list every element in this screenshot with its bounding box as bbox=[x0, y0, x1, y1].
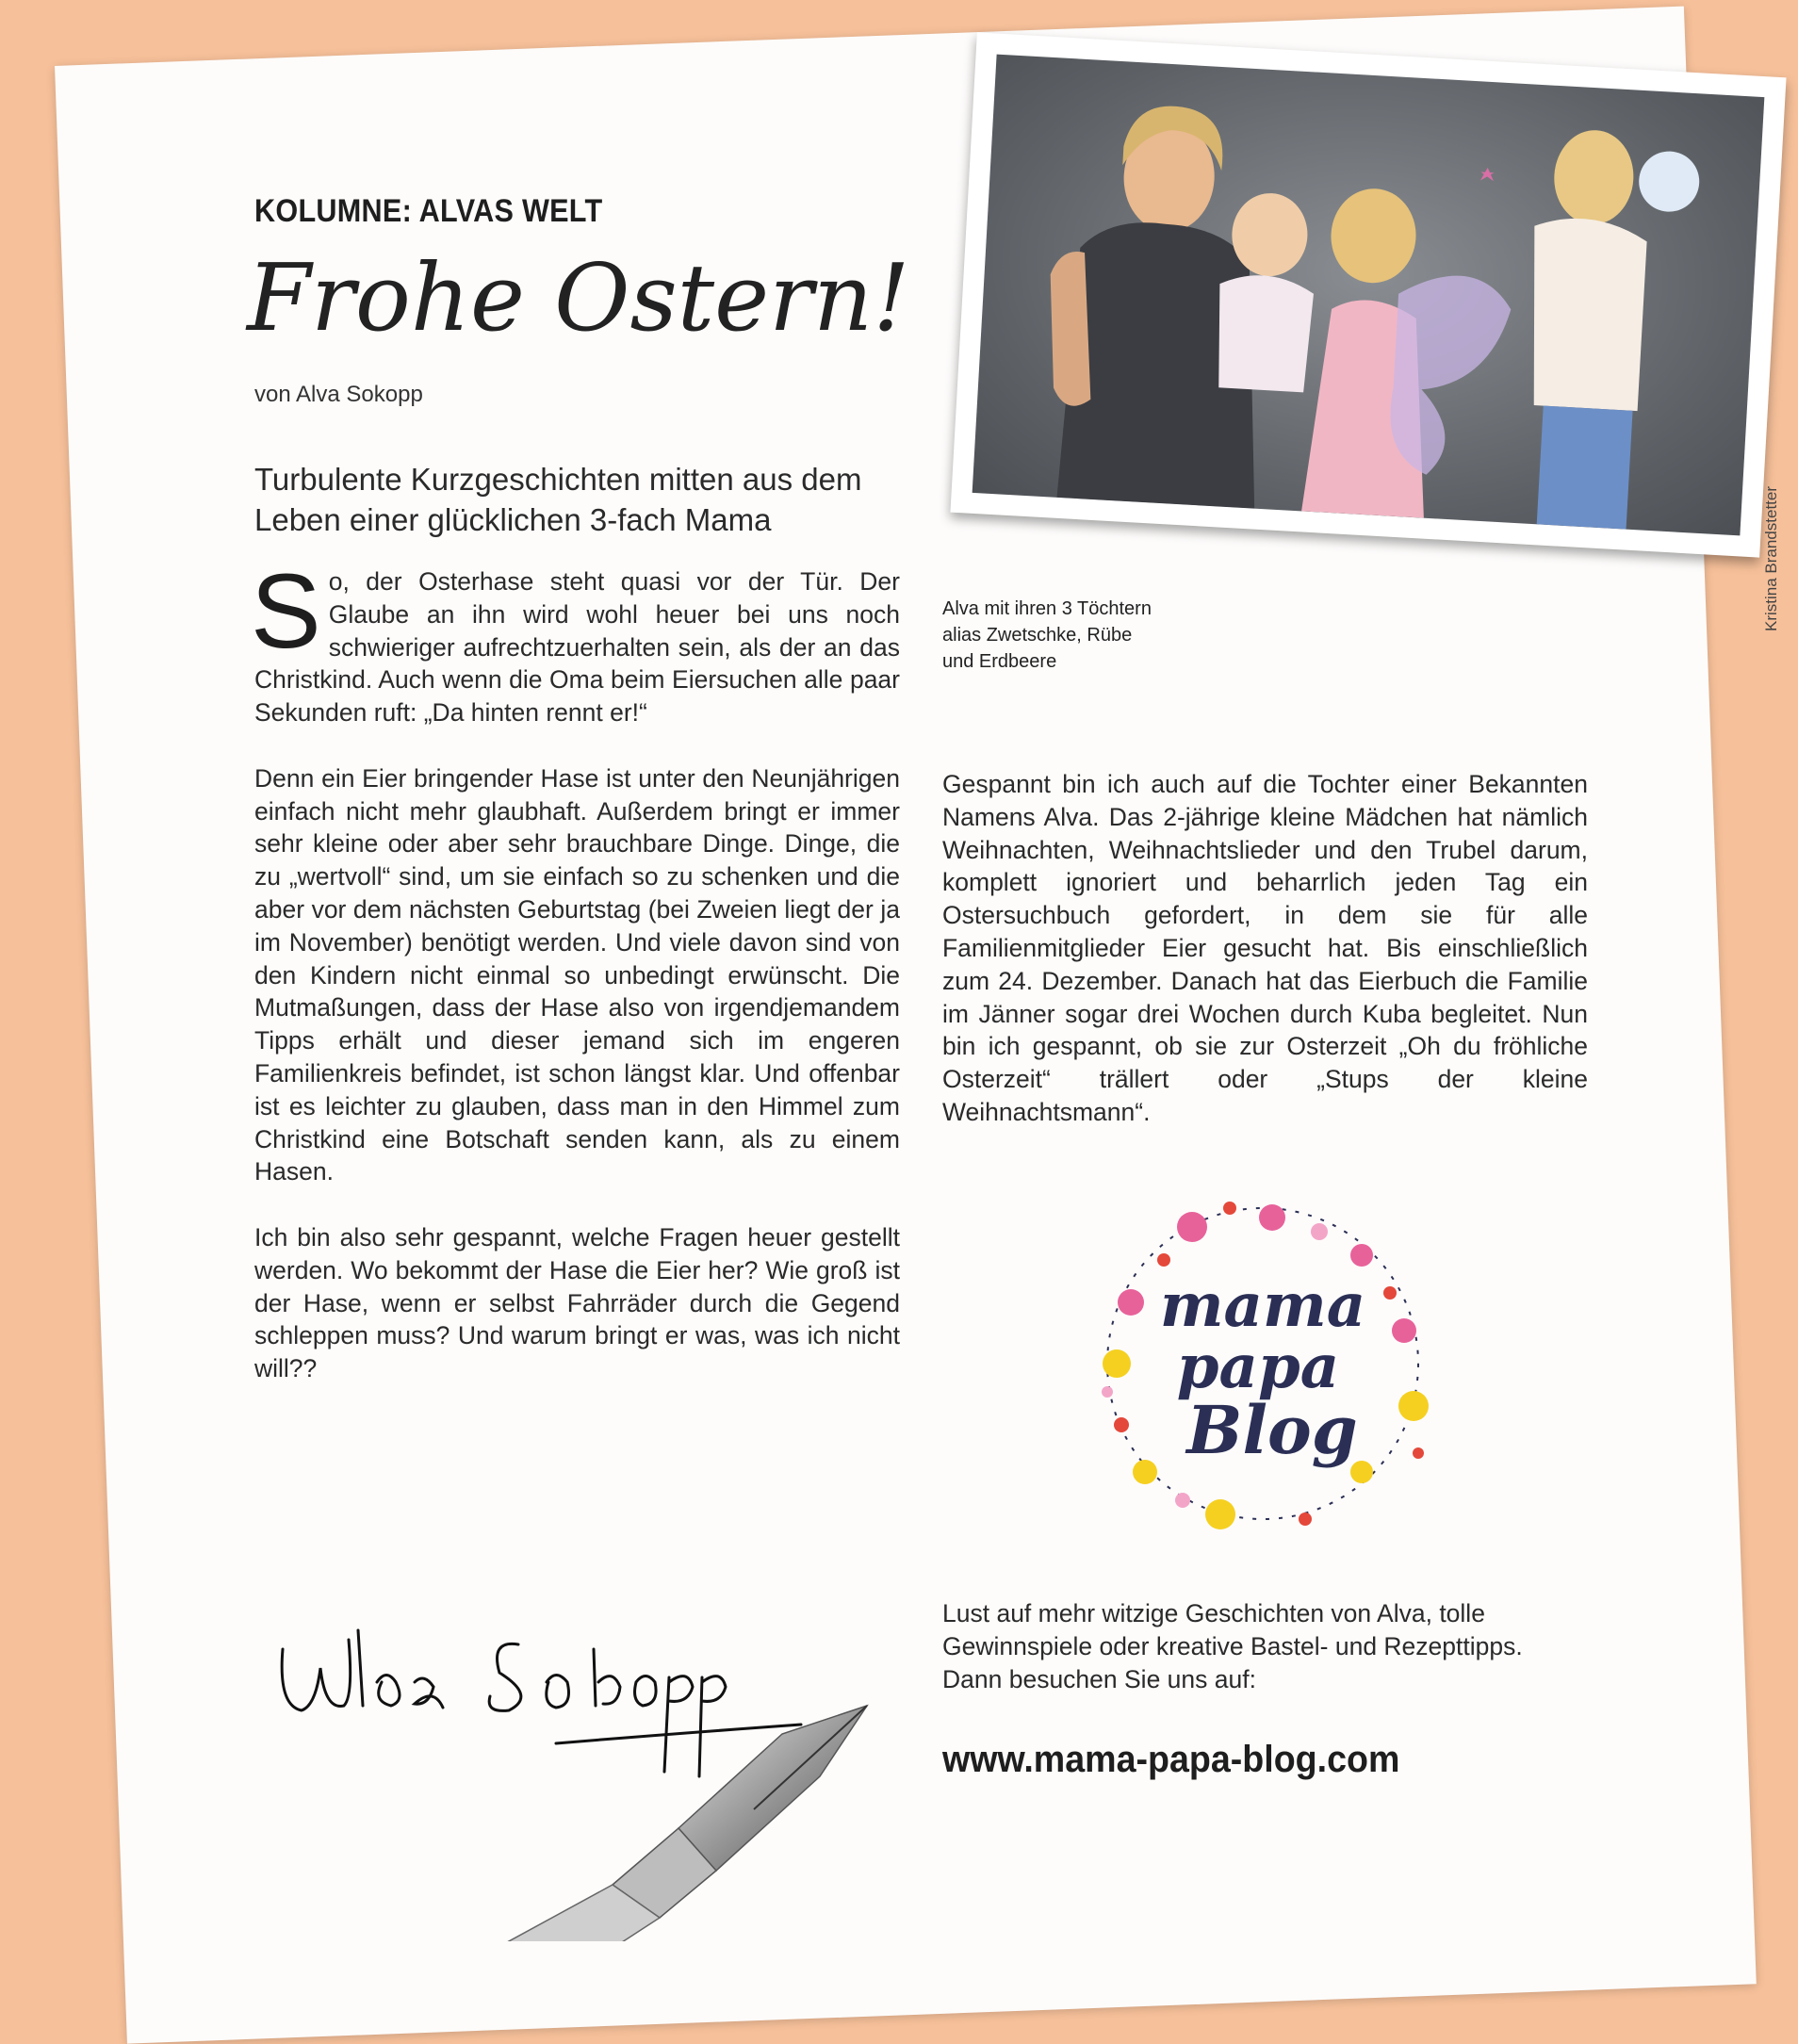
paragraph-3: Ich bin also sehr gespannt, welche Fragen heuer gestellt werden. Wo bekommt der Hase die Eier her? Wie groß ist der Hase, wenn er selbst Fahrräder durch die Gegend schleppen muss? Und warum bringt er was, was ich nicht will?? bbox=[254, 1222, 900, 1383]
paragraph-4: Gespannt bin ich auch auf die Tochter einer Bekannten Namens Alva. Das 2-jährige kleine Mädchen hat nämlich Weihnachten, Weihnachtslieder und den Trubel darum, komplett ignoriert und beharrlich jeden Tag ein Ostersuchbuch gefordert, in dem sie für alle Familienmitglieder Eier gesucht hat. Bis einschließlich zum 24. Dezember. Danach hat das Eierbuch die Familie im Jänner sogar drei Wochen durch Kuba begleitet. Nun bin ich gespannt, ob sie zur Osterzeit „Oh du fröhliche Osterzeit“ trällert oder „Stups der kleine Weihnachtsmann“. bbox=[942, 770, 1588, 1126]
fountain-pen-icon bbox=[377, 1696, 905, 1941]
promo-line-3: Dann besuchen Sie uns auf: bbox=[942, 1664, 1256, 1693]
website-link[interactable]: www.mama-papa-blog.com bbox=[942, 1739, 1400, 1780]
column-label: KOLUMNE: ALVAS WELT bbox=[254, 193, 603, 229]
article-column-left bbox=[251, 552, 900, 1418]
family-photo bbox=[950, 32, 1786, 557]
caption-line-1: Alva mit ihren 3 Töchtern bbox=[942, 598, 1152, 619]
article-column-right bbox=[942, 768, 1588, 1162]
promo-line-1: Lust auf mehr witzige Geschichten von Alva, tolle bbox=[942, 1599, 1485, 1627]
logo-word-mama: mama bbox=[1159, 1270, 1366, 1341]
article-title: Frohe Ostern! bbox=[247, 245, 910, 352]
photo-image bbox=[973, 55, 1765, 536]
promo-line-2: Gewinnspiele oder kreative Bastel- und Rezepttipps. bbox=[942, 1631, 1523, 1660]
paragraph-1-text: o, der Osterhase steht quasi vor der Tür. Der Glaube an ihn wird wohl heuer bei uns noch schwieriger aufrechtzuerhalten sein, als der an das Christkind. Auch wenn die Oma beim Eiersuchen alle paar Sekunden ruft: „Da hinten rennt er!“ bbox=[254, 567, 900, 728]
photo-credit: Kristina Brandstetter bbox=[1762, 485, 1780, 631]
drop-cap: S bbox=[251, 552, 321, 670]
mama-papa-blog-logo bbox=[1079, 1189, 1447, 1538]
paragraph-1 bbox=[251, 552, 900, 729]
caption-line-2: alias Zwetschke, Rübe bbox=[942, 625, 1133, 646]
paragraph-2: Denn ein Eier bringender Hase ist unter den Neunjährigen einfach nicht mehr glaubhaft. Außerdem bringt er immer sehr kleine oder aber sehr brauchbare Dinge. Dinge, die zu „wertvoll“ sind, um sie einfach so zu schenken und die aber vor dem nächsten Geburtstag (bei Zweien liegt der ja im November) benötigt werden. Und viele davon sind von den Kindern nicht einmal so unbedingt erwünscht. Die Mutmaßungen, dass der Hase also von irgendjemandem Tipps erhält und dieser jemand sich im engeren Familienkreis befindet, ist schon längst klar. Und offenbar ist es leichter zu glauben, dass man in den Himmel zum Christkind eine Botschaft senden kann, als zu einem Hasen. bbox=[254, 763, 900, 1186]
logo-word-blog: Blog bbox=[1186, 1391, 1358, 1469]
logo-word-papa: papa bbox=[1176, 1332, 1340, 1402]
promo-text bbox=[942, 1597, 1621, 1695]
photo-caption bbox=[942, 596, 1152, 675]
caption-line-3: und Erdbeere bbox=[942, 651, 1057, 672]
article-subtitle: Turbulente Kurzgeschichten mitten aus dem Leben einer glücklichen 3-fach Mama bbox=[254, 462, 862, 537]
byline: von Alva Sokopp bbox=[254, 382, 423, 407]
